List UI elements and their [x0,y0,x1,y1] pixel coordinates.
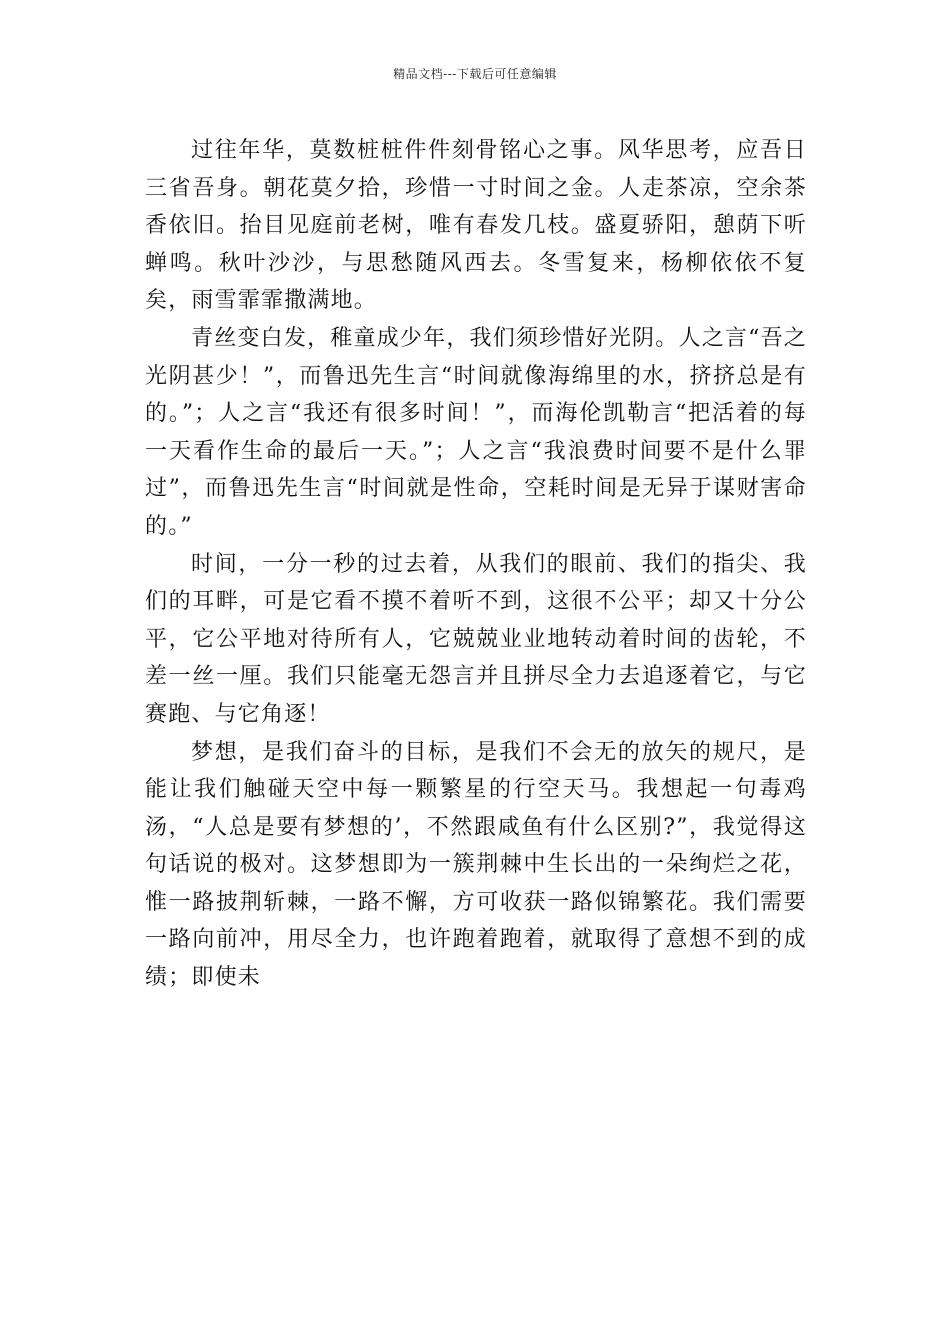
paragraph-3: 时间，一分一秒的过去着，从我们的眼前、我们的指尖、我们的耳畔，可是它看不摸不着听不到，这很不公平；却又十分公平，它公平地对待所有人，它兢兢业业地转动着时间的齿轮，不差一丝一厘。我们只能毫无怨言并且拼尽全力去追逐着它，与它赛跑、与它角逐！ [145,551,807,727]
paragraph-2: 青丝变白发，稚童成少年，我们须珍惜好光阴。人之言“吾之光阴甚少！”，而鲁迅先生言“时间就像海绵里的水，挤挤总是有的。”；人之言“我还有很多时间！”，而海伦凯勒言“把活着的每一天看作生命的最后一天。”；人之言“我浪费时间要不是什么罪过”，而鲁迅先生言“时间就是性命，空耗时间是无异于谋财害命的。” [145,325,807,539]
body-text [145,132,807,997]
paragraph-1: 过往年华，莫数桩桩件件刻骨铭心之事。风华思考，应吾日三省吾身。朝花莫夕拾，珍惜一寸时间之金。人走茶凉，空余茶香依旧。抬目见庭前老树，唯有春发几枝。盛夏骄阳，憩荫下听蝉鸣。秋叶沙沙，与思愁随风西去。冬雪复来，杨柳依依不复矣，雨雪霏霏撒满地。 [145,138,807,314]
paragraph-4: 梦想，是我们奋斗的目标，是我们不会无的放矢的规尺，是能让我们触碰天空中每一颗繁星的行空天马。我想起一句毒鸡汤，“人总是要有梦想的’，不然跟咸鱼有什么区别?”，我觉得这句话说的极对。这梦想即为一簇荆棘中生长出的一朵绚烂之花，惟一路披荆斩棘，一路不懈，方可收获一路似锦繁花。我们需要一路向前冲，用尽全力，也许跑着跑着，就取得了意想不到的成绩；即使未 [145,739,807,991]
page-header: 精品文档---下载后可任意编辑 [393,67,557,81]
